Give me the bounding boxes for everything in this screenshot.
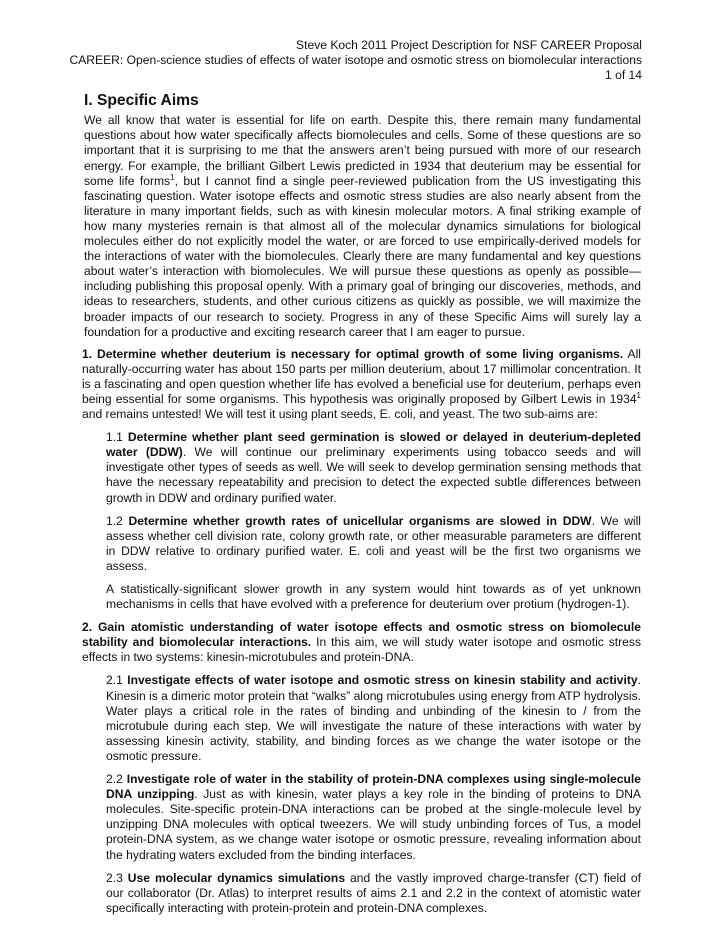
sub-aim-text: . Kinesin is a dimeric motor protein that “walks” along microtubules using energy from ATP hydrolysis. Water plays a critical role in the rates of binding and unbinding of the kinesin to / from the microtubule during each step. We will investigate the nature of these interactions with water by assessing kinesin activity, stability, and binding forces as we change the water isotope or the osmotic pressure. [106,673,641,763]
intro-text-a: We all know that water is essential for life on earth. Despite this, there remain many fundamental questions about how water specifically affects biomolecules and cells. Some of these questions are so important that it is surprising to me that the answers aren’t being pursued with more of our research energy. For example, the brilliant Gilbert Lewis predicted in 1934 that deuterium may be essential for some life forms [84,113,641,188]
aim-2-paragraph [82,620,641,665]
sub-aim-text: . Just as with kinesin, water plays a key role in the binding of proteins to DNA molecules. Site-specific protein-DNA interactions can be probed at the single-molecule level by unzipping DNA molecules with optical tweezers. We will study unbinding forces of Tus, a model protein-DNA system, as we change water isotope or osmotic pressure, revealing information about the hydrating waters excluded from the binding interfaces. [106,787,641,862]
sub-aim-title: Use molecular dynamics simulations [127,870,346,885]
aim-2-text: In this aim, we will study water isotope and osmotic stress effects in two systems: kinesin-microtubules and protein-DNA. [82,635,641,665]
sub-aim-text: . We will assess whether cell division rate, colony growth rate, or other measurable parameters are different in DDW relative to ordinary purified water. E. coli and yeast will be the first two organisms we assess. [106,513,641,573]
sub-aim-number: 2.1 [106,673,128,688]
sub-aim-title: Investigate role of water in the stability of protein-DNA complexes using single-molecule DNA unzipping [106,772,641,802]
intro-text-b: , but I cannot find a single peer-reviewed publication from the US investigating this fascinating question. Water isotope effects and osmotic stress studies are also nearly absent from the literature in many important fields, such as with kinesin molecular motors. A final striking example of how many mysteries remain is that almost all of the molecular dynamics simulations for biological molecules either do not explicitly model the water, or are forced to use empirically-derived models for the interactions of water with the biomolecules. Clearly there are many fundamental and key questions about water’s interaction with biomolecules. We will pursue these questions as openly as possible—including publishing this proposal openly. With a primary goal of bringing our discoveries, methods, and ideas to researchers, students, and other curious citizens as quickly as possible, we will maximize the broader impacts of our research to society. Progress in any of these Specific Aims will surely lay a foundation for a productive and exciting research career that I am eager to pursue. [84,173,641,339]
aim-1-title: 1. Determine whether deuterium is necessary for optimal growth of some living organisms. [82,346,624,361]
sub-aim-number: 2.2 [106,772,127,787]
intro-paragraph [84,113,641,339]
aim-2-title: 2. Gain atomistic understanding of water isotope effects and osmotic stress on biomolecule stability and biomolecular interactions. [82,620,641,650]
sub-aim-number: 2.3 [106,870,128,885]
sub-aim-text: and the vastly improved charge-transfer (CT) field of our collaborator (Dr. Atlas) to interpret results of aims 2.1 and 2.2 in the context of atomistic water specifically interacting with protein-protein and protein-DNA complexes. [106,870,641,915]
sub-aim-2-3 [106,871,641,916]
header-line-1: Steve Koch 2011 Project Description for NSF CAREER Proposal [296,38,642,52]
sub-aim-number: 1.2 [106,513,129,528]
footnote-ref: 1 [636,390,641,400]
aim-1-note: A statistically-significant slower growth in any system would hint towards as of yet unknown mechanisms in cells that have evolved with a preference for deuterium over protium (hydrogen-1). [106,582,641,612]
aim-1-paragraph [82,347,641,422]
header-line-2: CAREER: Open-science studies of effects of water isotope and osmotic stress on biomolecular interactions [69,53,642,68]
sub-aim-2-1 [106,673,641,764]
header-page-number: 1 of 14 [605,68,642,83]
sub-aim-text: . We will continue our preliminary experiments using tobacco seeds and will investigate other types of seeds as well. We will seek to develop germination sensing methods that have the necessary repeatability and precision to detect the expected subtle differences between growth in DDW and ordinary purified water. [106,445,642,505]
sub-aim-2-2 [106,772,641,863]
aim-1-text-b: and remains untested! We will test it using plant seeds, E. coli, and yeast. The two sub-aims are: [82,407,598,422]
page-header [64,38,642,83]
sub-aim-1-1 [106,430,641,505]
section-title: I. Specific Aims [84,92,199,110]
aim-1-text-a: All naturally-occurring water has about 150 parts per million deuterium, about 17 millimolar concentration. It is a fascinating and open question whether life has evolved a beneficial use for deuterium, perhaps even being essential for some organisms. This hypothesis was originally proposed by Gilbert Lewis in 1934 [82,346,641,406]
sub-aim-1-2 [106,514,641,574]
sub-aim-title: Investigate effects of water isotope and osmotic stress on kinesin stability and activity [127,673,638,688]
sub-aim-title: Determine whether growth rates of unicellular organisms are slowed in DDW [128,513,592,528]
sub-aim-title: Determine whether plant seed germination is slowed or delayed in deuterium-depleted water (DDW) [106,430,641,460]
sub-aim-number: 1.1 [106,430,128,445]
footnote-ref: 1 [170,172,175,182]
